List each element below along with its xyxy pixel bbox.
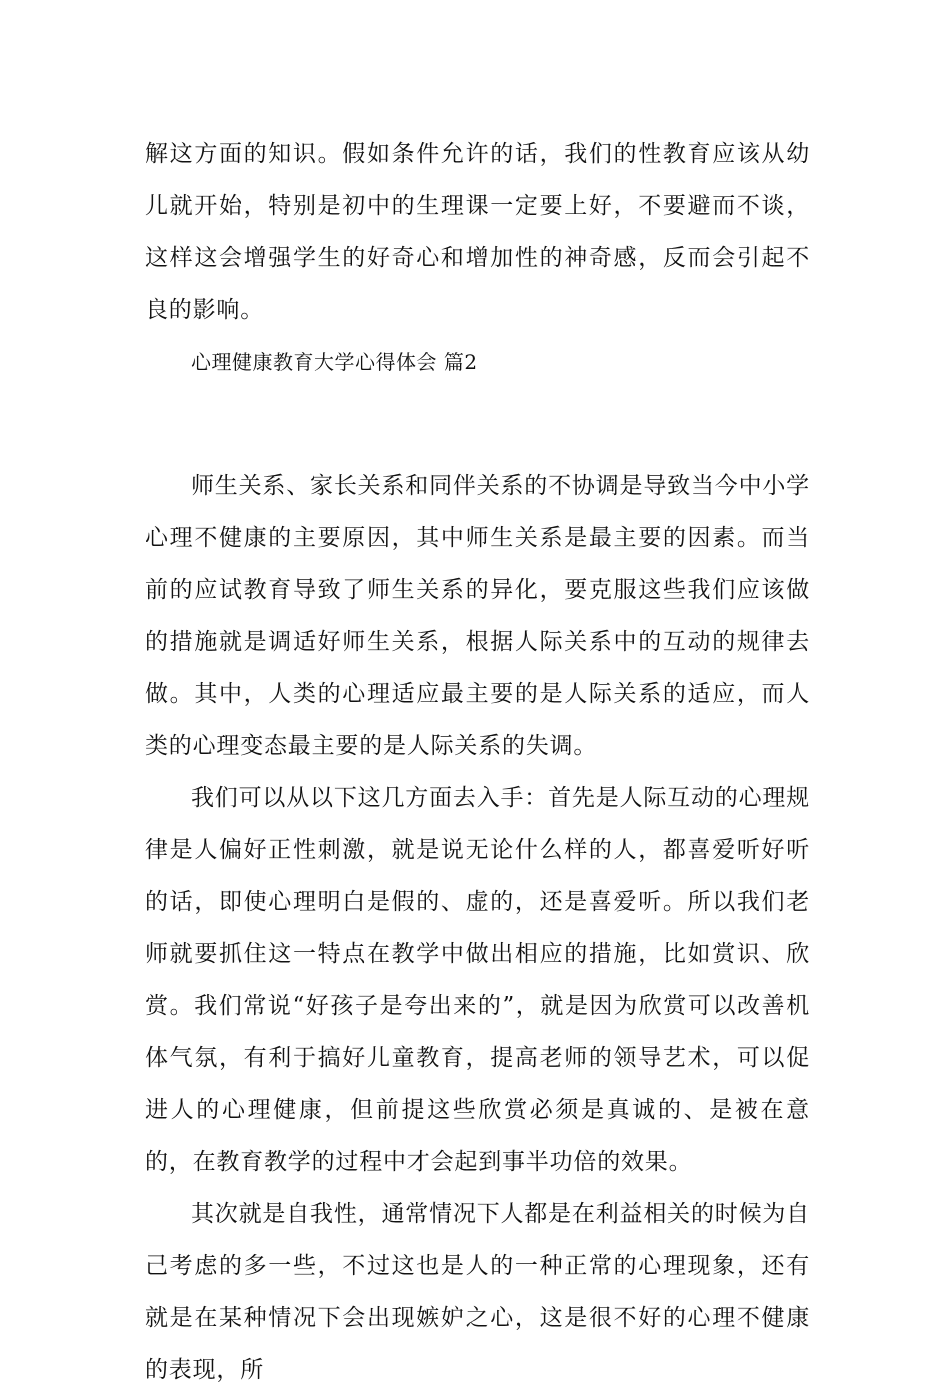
paragraph-1: 师生关系、家长关系和同伴关系的不协调是导致当今中小学心理不健康的主要原因，其中师生关系是最主要的因素。而当前的应试教育导致了师生关系的异化，要克服这些我们应该做的措施就是调适好师生关系，根据人际关系中的互动的规律去做。其中，人类的心理适应最主要的是人际关系的适应，而人类的心理变态最主要的是人际关系的失调。 bbox=[145, 473, 810, 759]
section-spacer bbox=[145, 388, 810, 460]
paragraph-2: 我们可以从以下这几方面去入手：首先是人际互动的心理规律是人偏好正性刺激，就是说无论什么样的人，都喜爱听好听的话，即使心理明白是假的、虚的，还是喜爱听。所以我们老师就要抓住这一特点在教学中做出相应的措施，比如赏识、欣赏。我们常说“好孩子是夸出来的”，就是因为欣赏可以改善机体气氛，有利于搞好儿童教育，提高老师的领导艺术，可以促进人的心理健康，但前提这些欣赏必须是真诚的、是被在意的，在教育教学的过程中才会起到事半功倍的效果。 bbox=[145, 785, 810, 1175]
section-title: 心理健康教育大学心得体会 篇2 bbox=[191, 350, 478, 374]
document-body bbox=[145, 128, 810, 1396]
paragraph-continued: 解这方面的知识。假如条件允许的话，我们的性教育应该从幼儿就开始，特别是初中的生理课一定要上好，不要避而不谈，这样这会增强学生的好奇心和增加性的神奇感，反而会引起不良的影响。 bbox=[145, 141, 810, 323]
paragraph-3: 其次就是自我性，通常情况下人都是在利益相关的时候为自己考虑的多一些，不过这也是人的一种正常的心理现象，还有就是在某种情况下会出现嫉妒之心，这是很不好的心理不健康的表现，所 bbox=[145, 1201, 810, 1383]
